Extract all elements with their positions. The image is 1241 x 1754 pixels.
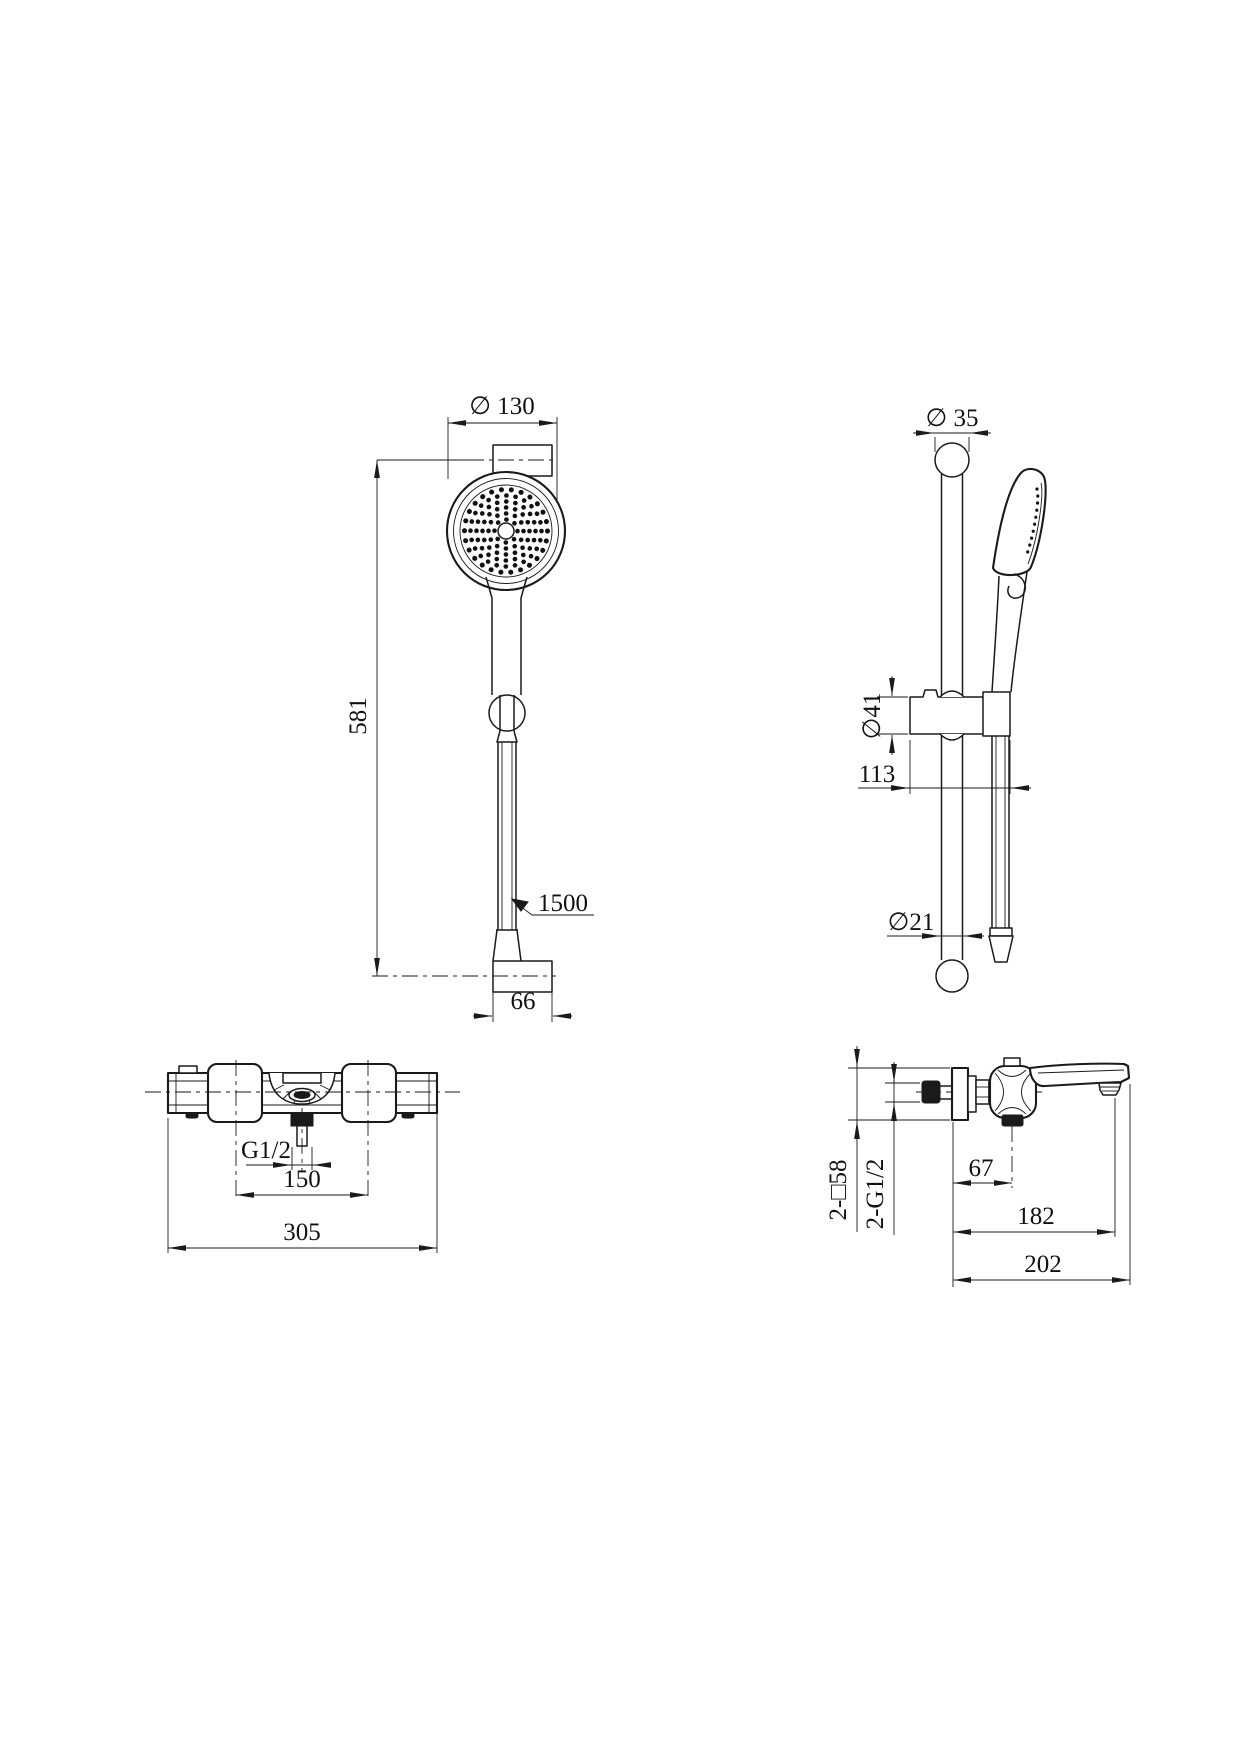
dim-overall-height: 581	[345, 697, 372, 735]
dim-bar-diameter: ∅21	[887, 909, 935, 936]
dim-spout-reach: 202	[1024, 1251, 1062, 1278]
mount-tab	[179, 1066, 197, 1073]
aerator	[1099, 1083, 1121, 1095]
dim-inlet-threads: 2-G1/2	[862, 1158, 889, 1230]
dim-slider-diameter: ∅41	[859, 692, 886, 740]
diverter-tab	[1004, 1058, 1020, 1066]
shower-handle	[486, 577, 527, 695]
slider-clamp	[983, 692, 1010, 736]
shower-head-face	[447, 472, 565, 590]
ball-joint	[489, 695, 525, 731]
right-handle	[342, 1064, 396, 1122]
spray-center-hole	[498, 523, 514, 539]
dim-slider-depth: 113	[858, 761, 896, 788]
dim-escutcheon-square: 2-□58	[825, 1159, 852, 1221]
dim-inlet-spacing: 150	[283, 1166, 321, 1193]
spout	[1030, 1064, 1129, 1095]
view-mixer-side	[825, 1046, 1130, 1287]
dim-top-cap-diameter: ∅ 35	[925, 405, 979, 432]
bar-top-cap	[935, 443, 969, 477]
dim-overall-width: 305	[283, 1219, 321, 1246]
dim-hose-length: 1500	[538, 890, 588, 917]
temperature-knob	[922, 1081, 940, 1103]
dim-head-diameter: ∅ 130	[469, 393, 535, 420]
shower-head-side	[992, 469, 1046, 692]
wall-escutcheon	[952, 1068, 968, 1120]
hose-side	[989, 736, 1013, 962]
valve-body	[990, 1066, 1036, 1118]
view-hand-shower-front	[345, 393, 594, 1022]
dim-outlet-thread: G1/2	[241, 1137, 291, 1164]
bar-bottom-cap	[936, 960, 968, 992]
bottom-outlet	[1002, 1115, 1023, 1126]
left-handle	[208, 1064, 262, 1122]
dim-aerator-reach: 182	[1017, 1203, 1055, 1230]
view-slide-bar-side	[858, 405, 1046, 992]
dim-elbow-width: 66	[510, 988, 536, 1015]
hanging-hook	[1008, 574, 1025, 598]
shower-hose	[493, 742, 521, 961]
dim-body-depth: 67	[968, 1155, 994, 1182]
view-mixer-front	[145, 1060, 460, 1253]
